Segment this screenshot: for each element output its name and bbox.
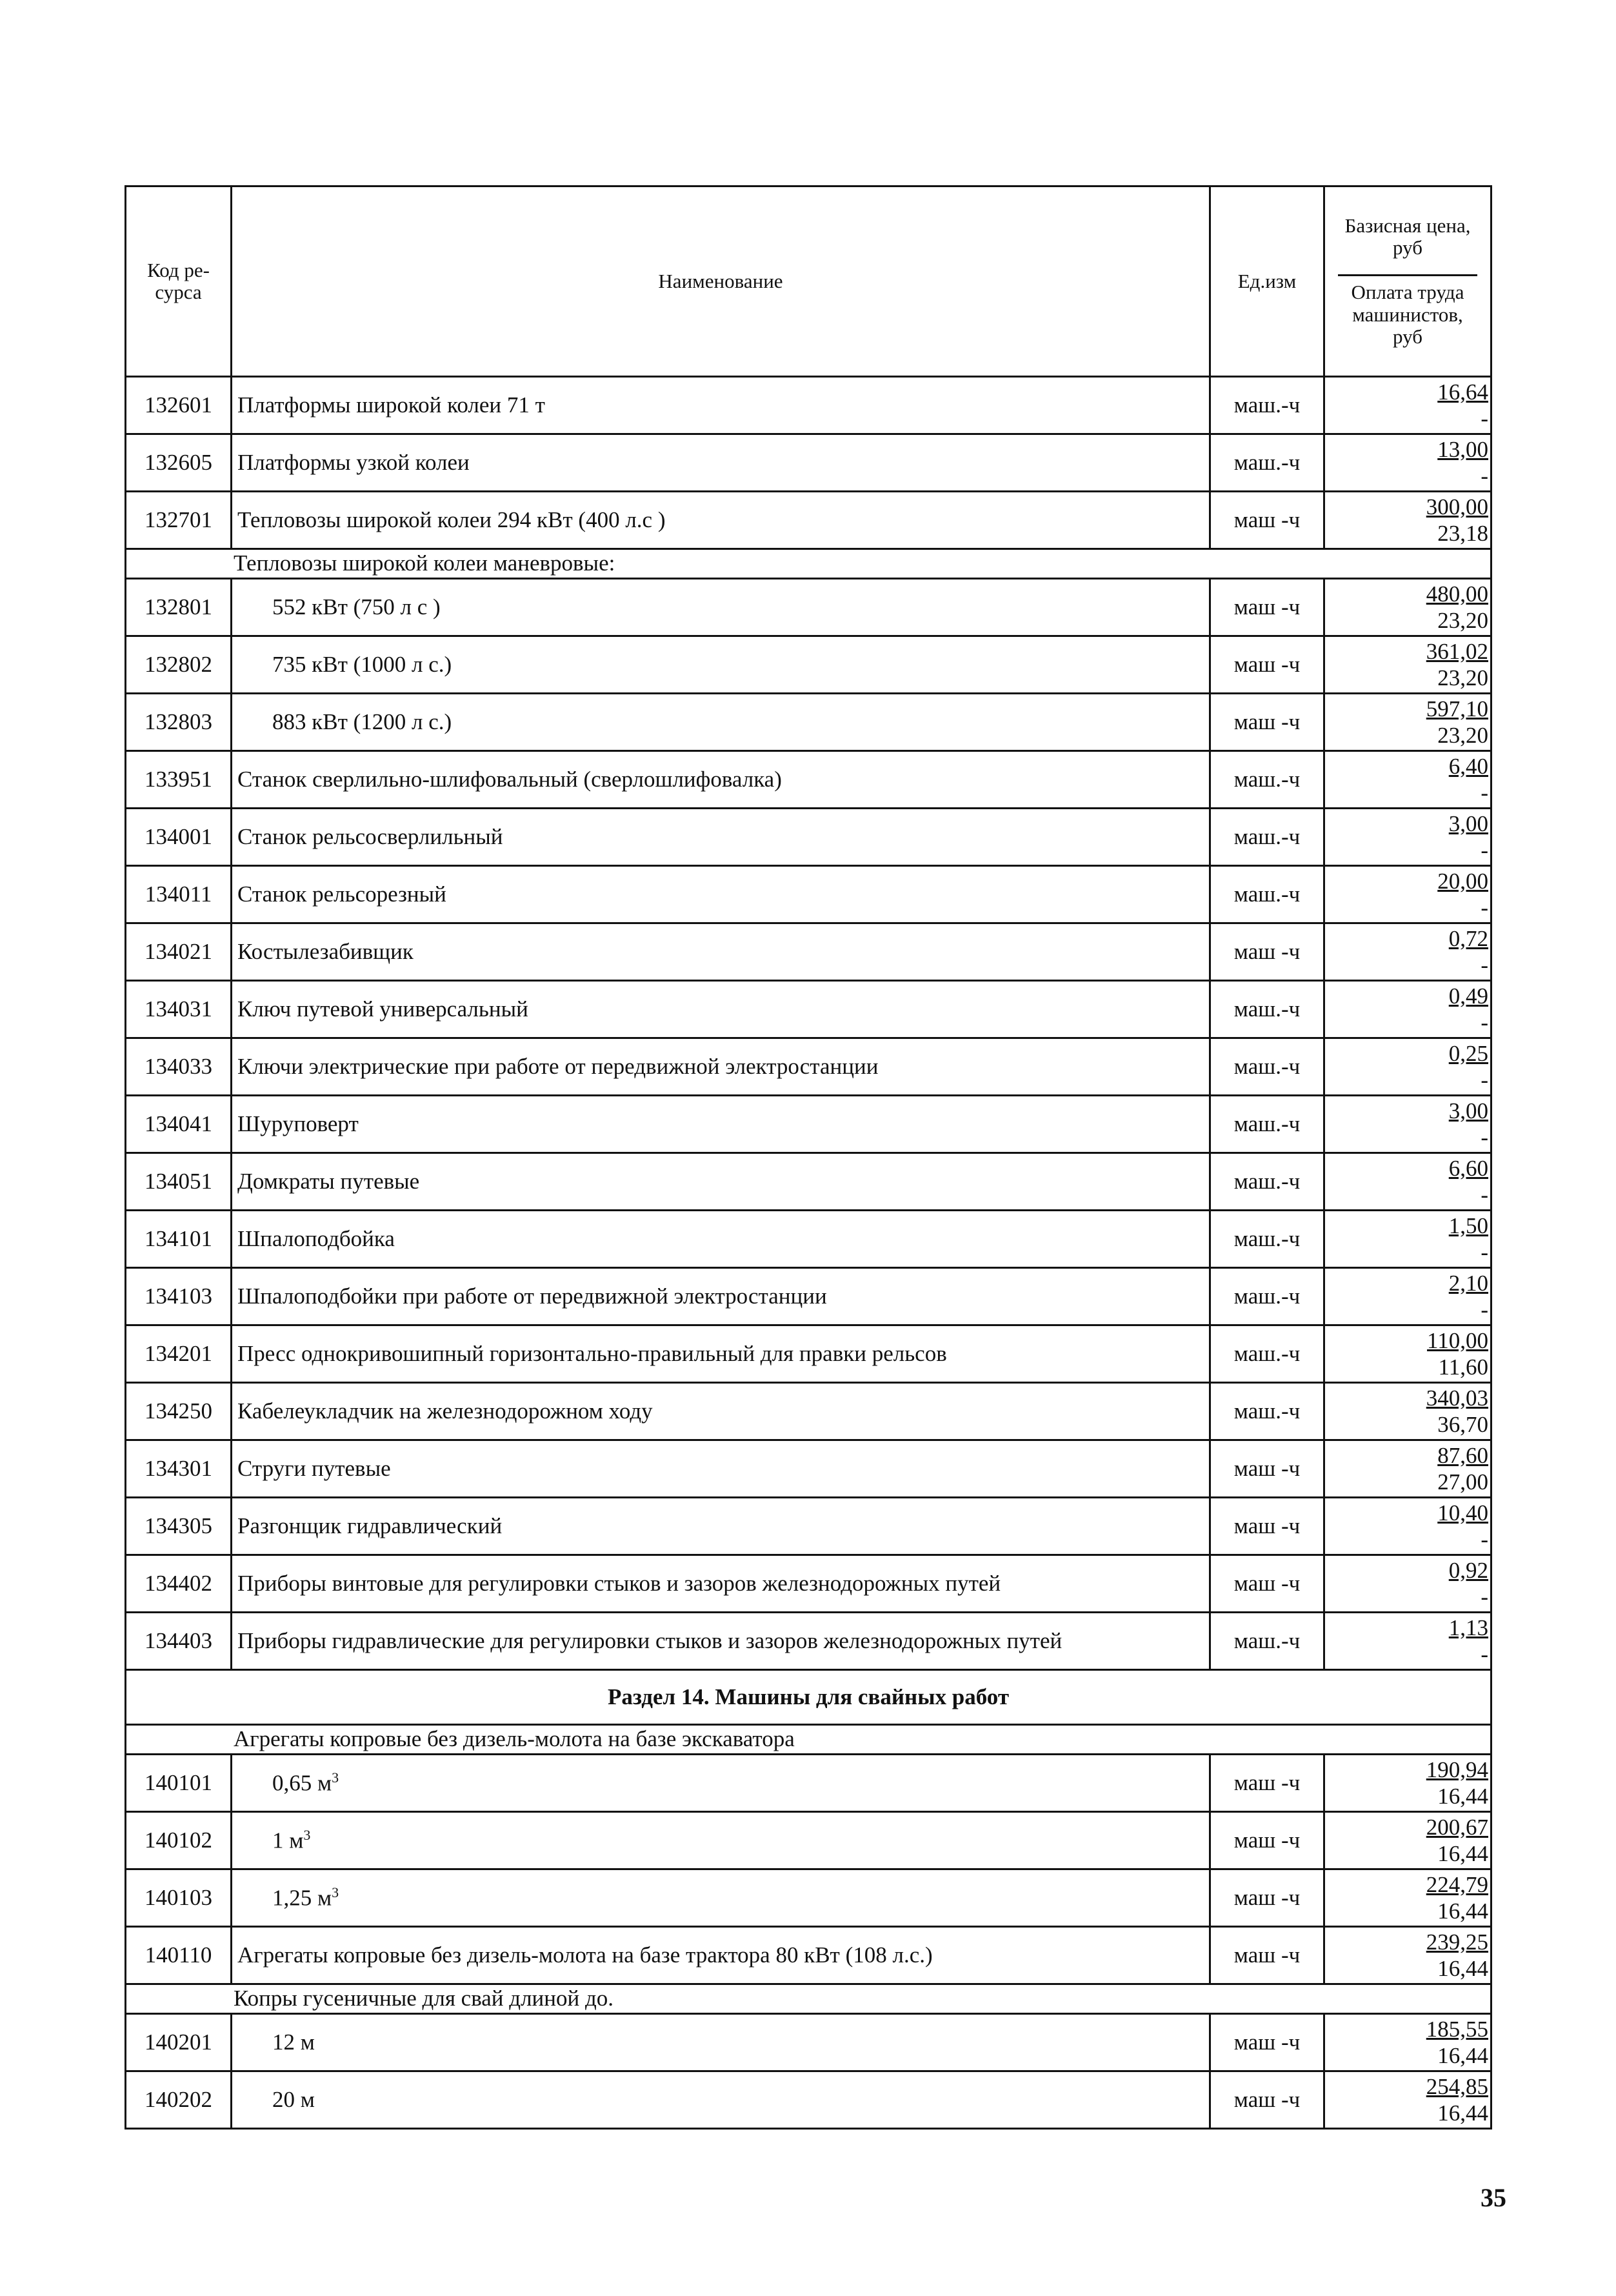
base-price: 6,40 [1448, 754, 1488, 779]
resource-name [232, 1153, 1210, 1211]
resource-name [232, 1755, 1210, 1812]
labor-cost: 23,20 [1437, 723, 1488, 748]
resource-name [232, 492, 1210, 549]
group-row [126, 1984, 1491, 2014]
price-cell [1324, 1755, 1491, 1812]
price-cell [1324, 1613, 1491, 1670]
resource-name [232, 809, 1210, 866]
price-cell [1324, 492, 1491, 549]
base-price: 13,00 [1437, 437, 1488, 462]
resource-name [232, 377, 1210, 434]
resource-name [232, 751, 1210, 809]
unit: маш -ч [1210, 1440, 1324, 1498]
price-cell [1324, 636, 1491, 694]
table-row [126, 1555, 1491, 1613]
table-row [126, 1153, 1491, 1211]
base-price: 16,64 [1437, 379, 1488, 405]
resource-name-text: Домкраты путевые [237, 1168, 420, 1194]
table-row [126, 694, 1491, 751]
table-row [126, 1755, 1491, 1812]
price-cell [1324, 2014, 1491, 2071]
resource-name-text: Пресс однокривошипный горизонтально-правильный для правки рельсов [237, 1340, 947, 1366]
labor-cost: - [1481, 1297, 1488, 1322]
table-row [126, 377, 1491, 434]
price-cell [1324, 694, 1491, 751]
base-price: 20,00 [1437, 869, 1488, 894]
labor-cost: - [1481, 838, 1488, 863]
resource-code: 134031 [126, 981, 232, 1038]
resource-name [232, 1096, 1210, 1153]
group-row [126, 549, 1491, 579]
header-price-base: Базисная цена, руб [1338, 215, 1477, 276]
resource-name-text: 1,25 м [272, 1885, 332, 1911]
header-name: Наименование [232, 186, 1210, 377]
base-price: 254,85 [1426, 2074, 1488, 2099]
table-row [126, 1869, 1491, 1927]
resource-name [232, 2014, 1210, 2071]
base-price: 185,55 [1426, 2017, 1488, 2042]
base-price: 3,00 [1448, 811, 1488, 836]
table-row [126, 434, 1491, 492]
unit: маш.-ч [1210, 1383, 1324, 1440]
resource-code: 134001 [126, 809, 232, 866]
base-price: 6,60 [1448, 1156, 1488, 1181]
table-row [126, 1325, 1491, 1383]
unit: маш -ч [1210, 492, 1324, 549]
unit: маш.-ч [1210, 1325, 1324, 1383]
table-row [126, 1812, 1491, 1869]
table-row [126, 2014, 1491, 2071]
superscript: 3 [332, 1769, 339, 1786]
resource-name [232, 1211, 1210, 1268]
base-price: 0,49 [1448, 983, 1488, 1009]
labor-cost: 23,18 [1437, 521, 1488, 546]
section-row [126, 1670, 1491, 1725]
price-cell [1324, 923, 1491, 981]
unit: маш -ч [1210, 2014, 1324, 2071]
resource-name [232, 1325, 1210, 1383]
price-cell [1324, 1555, 1491, 1613]
unit: маш -ч [1210, 1812, 1324, 1869]
price-cell [1324, 1096, 1491, 1153]
base-price: 2,10 [1448, 1271, 1488, 1296]
resource-code: 133951 [126, 751, 232, 809]
table-row [126, 1383, 1491, 1440]
resource-name [232, 923, 1210, 981]
labor-cost: - [1481, 463, 1488, 488]
unit: маш.-ч [1210, 866, 1324, 923]
resource-code: 134305 [126, 1498, 232, 1555]
price-cell [1324, 1927, 1491, 1984]
resource-name [232, 2071, 1210, 2129]
table-row [126, 1498, 1491, 1555]
table-row [126, 1211, 1491, 1268]
unit: маш -ч [1210, 1555, 1324, 1613]
resource-code: 134021 [126, 923, 232, 981]
resource-name-text: 883 кВт (1200 л с.) [272, 709, 452, 734]
unit: маш.-ч [1210, 1268, 1324, 1325]
resource-code: 134103 [126, 1268, 232, 1325]
table-row [126, 1268, 1491, 1325]
base-price: 480,00 [1426, 581, 1488, 607]
resource-name-text: Шпалоподбойка [237, 1225, 395, 1251]
unit: маш.-ч [1210, 809, 1324, 866]
base-price: 1,13 [1448, 1615, 1488, 1640]
resource-name [232, 1038, 1210, 1096]
unit: маш -ч [1210, 2071, 1324, 2129]
resource-name-text: 20 м [272, 2086, 315, 2112]
resource-name-text: Ключи электрические при работе от передвижной электростанции [237, 1053, 879, 1079]
labor-cost: - [1481, 1240, 1488, 1265]
resource-code: 134033 [126, 1038, 232, 1096]
resource-code: 134011 [126, 866, 232, 923]
resource-name-text: Кабелеукладчик на железнодорожном ходу [237, 1398, 653, 1424]
unit: маш -ч [1210, 579, 1324, 636]
table-row [126, 809, 1491, 866]
labor-cost: - [1481, 1527, 1488, 1552]
resource-name [232, 1812, 1210, 1869]
table-row [126, 923, 1491, 981]
table-row [126, 1038, 1491, 1096]
resource-code: 134041 [126, 1096, 232, 1153]
base-price: 0,25 [1448, 1041, 1488, 1066]
base-price: 190,94 [1426, 1757, 1488, 1782]
resource-name [232, 1927, 1210, 1984]
resource-name-text: 0,65 м [272, 1770, 332, 1796]
superscript: 3 [332, 1884, 339, 1900]
resource-code: 132601 [126, 377, 232, 434]
group-title: Тепловозы широкой колеи маневровые: [126, 549, 1491, 579]
labor-cost: 27,00 [1437, 1469, 1488, 1495]
price-cell [1324, 2071, 1491, 2129]
resource-code: 140110 [126, 1927, 232, 1984]
resource-code: 132701 [126, 492, 232, 549]
resource-code: 132605 [126, 434, 232, 492]
price-cell [1324, 434, 1491, 492]
resource-name-text: Приборы винтовые для регулировки стыков и зазоров железнодорожных путей [237, 1570, 1001, 1596]
table-body [126, 377, 1491, 2129]
resource-name-text: 12 м [272, 2029, 315, 2055]
labor-cost: 36,70 [1437, 1412, 1488, 1437]
base-price: 110,00 [1427, 1328, 1488, 1353]
resource-name-text: Тепловозы широкой колеи 294 кВт (400 л.с ) [237, 507, 666, 532]
unit: маш.-ч [1210, 981, 1324, 1038]
base-price: 3,00 [1448, 1098, 1488, 1123]
table-row [126, 1096, 1491, 1153]
resource-name-text: Разгонщик гидравлический [237, 1513, 503, 1538]
resource-code: 134101 [126, 1211, 232, 1268]
base-price: 239,25 [1426, 1929, 1488, 1955]
base-price: 10,40 [1437, 1500, 1488, 1526]
base-price: 87,60 [1437, 1443, 1488, 1468]
table-row [126, 2071, 1491, 2129]
unit: маш.-ч [1210, 1211, 1324, 1268]
price-table [125, 185, 1492, 2130]
unit: маш -ч [1210, 923, 1324, 981]
resource-code: 134301 [126, 1440, 232, 1498]
resource-code: 140103 [126, 1869, 232, 1927]
price-cell [1324, 1153, 1491, 1211]
unit: маш.-ч [1210, 1613, 1324, 1670]
resource-name-text: Платформы широкой колеи 71 т [237, 392, 545, 418]
table-row [126, 866, 1491, 923]
labor-cost: - [1481, 1067, 1488, 1093]
base-price: 597,10 [1426, 696, 1488, 721]
resource-name-text: Шуруповерт [237, 1111, 359, 1136]
table-row [126, 492, 1491, 549]
resource-name [232, 1268, 1210, 1325]
price-cell [1324, 1268, 1491, 1325]
header-code: Код ре- сурса [126, 186, 232, 377]
table-row [126, 1613, 1491, 1670]
resource-name [232, 1498, 1210, 1555]
price-cell [1324, 1440, 1491, 1498]
table-row [126, 1927, 1491, 1984]
base-price: 361,02 [1426, 639, 1488, 664]
resource-name-text: Ключ путевой универсальный [237, 996, 528, 1022]
group-title: Агрегаты копровые без дизель-молота на базе экскаватора [126, 1725, 1491, 1755]
unit: маш -ч [1210, 694, 1324, 751]
resource-name-text: 552 кВт (750 л с ) [272, 594, 441, 619]
resource-code: 132801 [126, 579, 232, 636]
unit: маш -ч [1210, 1869, 1324, 1927]
labor-cost: 16,44 [1437, 1841, 1488, 1866]
resource-code: 134250 [126, 1383, 232, 1440]
base-price: 1,50 [1448, 1213, 1488, 1238]
unit: маш.-ч [1210, 751, 1324, 809]
unit: маш.-ч [1210, 1096, 1324, 1153]
resource-name-text: 1 м [272, 1828, 304, 1853]
resource-name-text: Костылезабивщик [237, 938, 414, 964]
header-price-labor: Оплата труда машинистов, руб [1351, 281, 1464, 348]
table-row [126, 579, 1491, 636]
price-cell [1324, 751, 1491, 809]
resource-name-text: Станок рельсосверлильный [237, 823, 503, 849]
table-row [126, 1440, 1491, 1498]
price-cell [1324, 377, 1491, 434]
price-cell [1324, 1038, 1491, 1096]
labor-cost: 11,60 [1438, 1354, 1488, 1380]
price-cell [1324, 1325, 1491, 1383]
section-title: Раздел 14. Машины для свайных работ [126, 1670, 1491, 1725]
resource-code: 140201 [126, 2014, 232, 2071]
resource-name [232, 1440, 1210, 1498]
unit: маш -ч [1210, 1498, 1324, 1555]
resource-name [232, 636, 1210, 694]
base-price: 0,92 [1448, 1558, 1488, 1583]
labor-cost: - [1481, 1182, 1488, 1207]
resource-code: 134051 [126, 1153, 232, 1211]
resource-name-text: Платформы узкой колеи [237, 449, 470, 475]
page-number: 35 [1481, 2183, 1506, 2212]
resource-name-text: Приборы гидравлические для регулировки стыков и зазоров железнодорожных путей [237, 1627, 1062, 1653]
resource-name [232, 1869, 1210, 1927]
group-title: Копры гусеничные для свай длиной до. [126, 1984, 1491, 2014]
table-row [126, 636, 1491, 694]
resource-name-text: Агрегаты копровые без дизель-молота на базе трактора 80 кВт (108 л.с.) [237, 1942, 933, 1968]
labor-cost: 16,44 [1437, 1784, 1488, 1809]
unit: маш -ч [1210, 636, 1324, 694]
resource-name-text: Станок рельсорезный [237, 881, 446, 907]
table-row [126, 981, 1491, 1038]
unit: маш -ч [1210, 1755, 1324, 1812]
price-cell [1324, 579, 1491, 636]
resource-name [232, 1555, 1210, 1613]
unit: маш.-ч [1210, 434, 1324, 492]
resource-name-text: Шпалоподбойки при работе от передвижной электростанции [237, 1283, 827, 1309]
resource-code: 132803 [126, 694, 232, 751]
price-cell [1324, 981, 1491, 1038]
group-row [126, 1725, 1491, 1755]
resource-code: 132802 [126, 636, 232, 694]
base-price: 300,00 [1426, 494, 1488, 519]
labor-cost: 16,44 [1437, 1956, 1488, 1981]
unit: маш -ч [1210, 1927, 1324, 1984]
resource-name-text: Струги путевые [237, 1455, 391, 1481]
resource-name [232, 694, 1210, 751]
unit: маш.-ч [1210, 377, 1324, 434]
resource-name [232, 981, 1210, 1038]
resource-code: 134403 [126, 1613, 232, 1670]
resource-name [232, 1383, 1210, 1440]
table-row [126, 751, 1491, 809]
base-price: 224,79 [1426, 1872, 1488, 1897]
base-price: 0,72 [1448, 926, 1488, 951]
price-cell [1324, 1869, 1491, 1927]
resource-name [232, 434, 1210, 492]
price-cell [1324, 809, 1491, 866]
resource-name-text: Станок сверлильно-шлифовальный (сверлошлифовалка) [237, 766, 782, 792]
base-price: 340,03 [1426, 1385, 1488, 1411]
labor-cost: 16,44 [1437, 2043, 1488, 2068]
header-row [126, 186, 1491, 377]
header-unit: Ед.изм [1210, 186, 1324, 377]
price-cell [1324, 1812, 1491, 1869]
resource-code: 140202 [126, 2071, 232, 2129]
labor-cost: 23,20 [1437, 665, 1488, 690]
unit: маш.-ч [1210, 1153, 1324, 1211]
price-cell [1324, 1383, 1491, 1440]
labor-cost: - [1481, 780, 1488, 805]
labor-cost: 23,20 [1437, 608, 1488, 633]
resource-code: 140101 [126, 1755, 232, 1812]
resource-name-text: 735 кВт (1000 л с.) [272, 651, 452, 677]
superscript: 3 [303, 1826, 311, 1843]
resource-name [232, 866, 1210, 923]
labor-cost: - [1481, 895, 1488, 920]
resource-code: 134402 [126, 1555, 232, 1613]
labor-cost: - [1481, 1642, 1488, 1667]
resource-code: 134201 [126, 1325, 232, 1383]
header-price [1324, 186, 1491, 377]
resource-name [232, 1613, 1210, 1670]
labor-cost: - [1481, 1584, 1488, 1609]
labor-cost: - [1481, 952, 1488, 978]
labor-cost: - [1481, 1125, 1488, 1150]
labor-cost: - [1481, 406, 1488, 431]
resource-code: 140102 [126, 1812, 232, 1869]
price-cell [1324, 866, 1491, 923]
base-price: 200,67 [1426, 1815, 1488, 1840]
unit: маш.-ч [1210, 1038, 1324, 1096]
price-cell [1324, 1211, 1491, 1268]
resource-name [232, 579, 1210, 636]
labor-cost: 16,44 [1437, 2100, 1488, 2126]
labor-cost: - [1481, 1010, 1488, 1035]
price-cell [1324, 1498, 1491, 1555]
labor-cost: 16,44 [1437, 1898, 1488, 1924]
